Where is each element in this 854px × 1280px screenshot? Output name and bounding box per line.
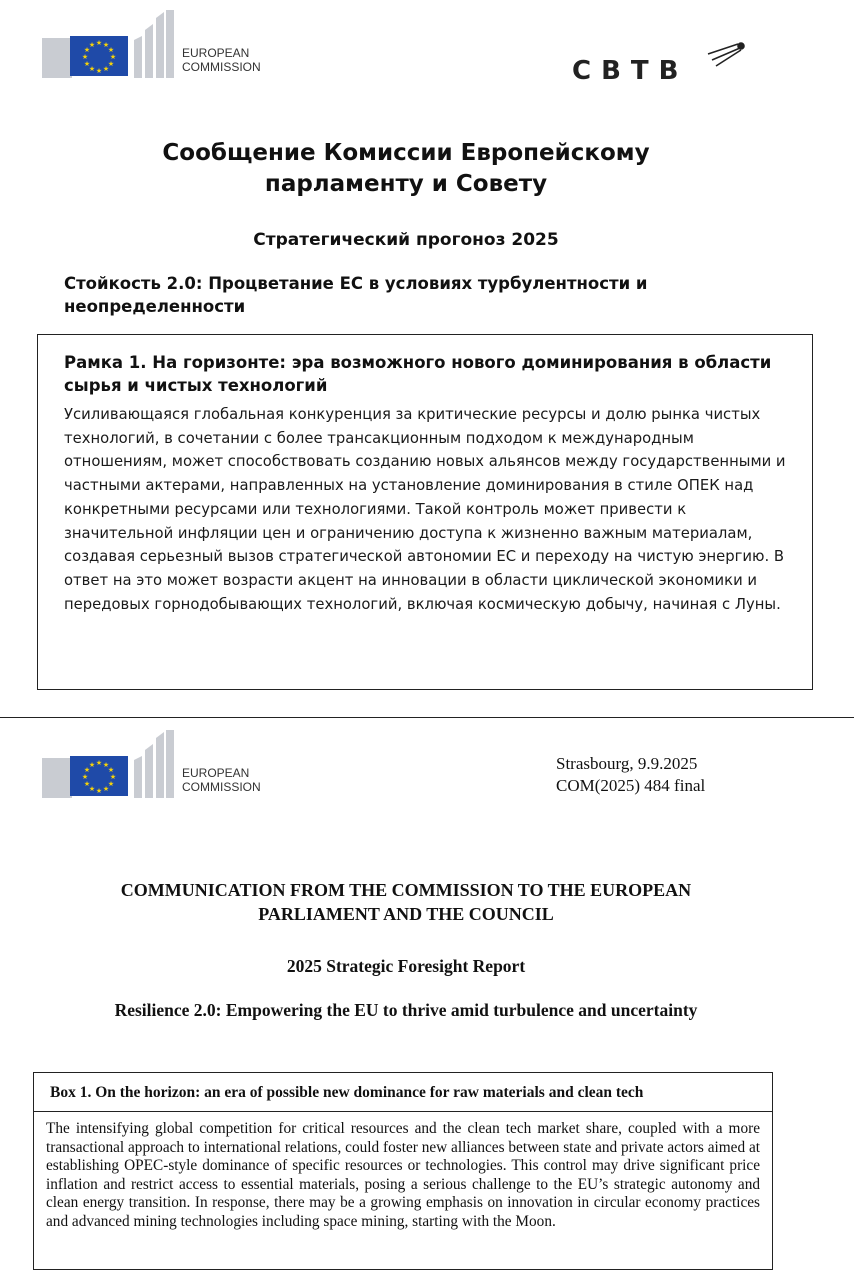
svg-text:★: ★ [81, 773, 89, 781]
logo-line1: EUROPEAN [182, 766, 250, 780]
ru-box [37, 334, 813, 690]
ru-title-line2: парламенту и Совету [264, 171, 548, 197]
svg-text:★: ★ [95, 39, 103, 47]
svg-text:★: ★ [109, 773, 117, 781]
logo-line2: COMMISSION [182, 60, 261, 74]
ec-logo-en [42, 730, 261, 798]
svg-text:★: ★ [83, 766, 91, 774]
en-title [0, 878, 812, 926]
eu-flag-icon [42, 10, 174, 78]
svg-text:★: ★ [95, 787, 103, 795]
svg-text:★: ★ [107, 766, 115, 774]
en-box [33, 1072, 773, 1270]
doc-meta [556, 753, 705, 797]
logo-line2: COMMISSION [182, 780, 261, 794]
en-box-title: Box 1. On the horizon: an era of possible new dominance for raw materials and clean tech [34, 1083, 772, 1112]
ru-box-title: Рамка 1. На горизонте: эра возможного нового доминирования в области сырья и чистых технологий [64, 353, 772, 395]
svg-text:★: ★ [83, 60, 91, 68]
svg-text:★: ★ [88, 41, 96, 49]
svg-text:★: ★ [107, 780, 115, 788]
svg-text:★: ★ [102, 761, 110, 769]
logo-line1: EUROPEAN [182, 46, 250, 60]
svg-text:★: ★ [107, 60, 115, 68]
eu-flag-icon [42, 730, 174, 798]
cbtb-logo [570, 36, 750, 97]
svg-text:★: ★ [109, 53, 117, 61]
en-title-line2: PARLIAMENT AND THE COUNCIL [258, 904, 554, 924]
svg-text:★: ★ [88, 761, 96, 769]
en-subtitle: 2025 Strategic Foresight Report [286, 956, 526, 976]
ru-subtitle: Стратегический прогоноз 2025 [253, 230, 559, 250]
cbtb-wordmark: CBTB [572, 56, 689, 86]
page-divider [0, 717, 854, 718]
svg-text:★: ★ [102, 785, 110, 793]
ru-title [0, 138, 812, 200]
svg-text:★: ★ [88, 65, 96, 73]
svg-text:★: ★ [95, 759, 103, 767]
ru-heading: Стойкость 2.0: Процветание ЕС в условиях турбулентности и неопределенности [64, 274, 648, 316]
svg-text:★: ★ [83, 46, 91, 54]
en-heading: Resilience 2.0: Empowering the EU to thrive amid turbulence and uncertainty [114, 1000, 698, 1020]
place-date: Strasbourg, 9.9.2025 [556, 754, 698, 773]
svg-text:★: ★ [107, 46, 115, 54]
svg-text:★: ★ [102, 65, 110, 73]
ru-title-line1: Сообщение Комиссии Европейскому [162, 140, 650, 166]
svg-text:★: ★ [102, 41, 110, 49]
svg-text:★: ★ [83, 780, 91, 788]
en-box-body: The intensifying global competition for critical resources and the clean tech market share, coupled with a more transactional approach to international relations, could foster new alliances between state and private actors aimed at establishing OPEC-style dominance of specific resources or technologies. This control may drive significant price inflation and restrict access to essential materials, posing a serious challenge to the EU’s strategic autonomy and clean energy transition. In response, there may be a growing emphasis on innovation in circular economy practices and advanced mining technologies including space mining, starting with the Moon. [46, 1120, 760, 1230]
doc-ref: COM(2025) 484 final [556, 776, 706, 795]
svg-text:★: ★ [95, 67, 103, 75]
en-title-line1: COMMUNICATION FROM THE COMMISSION TO THE EUROPEAN [120, 880, 692, 900]
ec-logo-ru [42, 10, 261, 78]
svg-text:★: ★ [81, 53, 89, 61]
svg-text:★: ★ [88, 785, 96, 793]
ru-box-body: Усиливающаяся глобальная конкуренция за критические ресурсы и долю рынка чистых технологий, в сочетании с более трансакционным подходом к международным отношениям, может способствовать созданию новых альянсов между государственными и частными актерами, направленных на установление доминирования в стиле ОПЕК над конкретными ресурсами или технологиями. Такой контроль может привести к значительной инфляции цен и ограничению доступа к жизненно важным материалам, создавая серьезный вызов стратегической автономии ЕС и переходу на чистую энергию. В ответ на это может возрасти акцент на инновации в области циклической экономики и передовых горнодобывающих технологий, включая космическую добычу, начиная с Луны. [64, 406, 786, 613]
